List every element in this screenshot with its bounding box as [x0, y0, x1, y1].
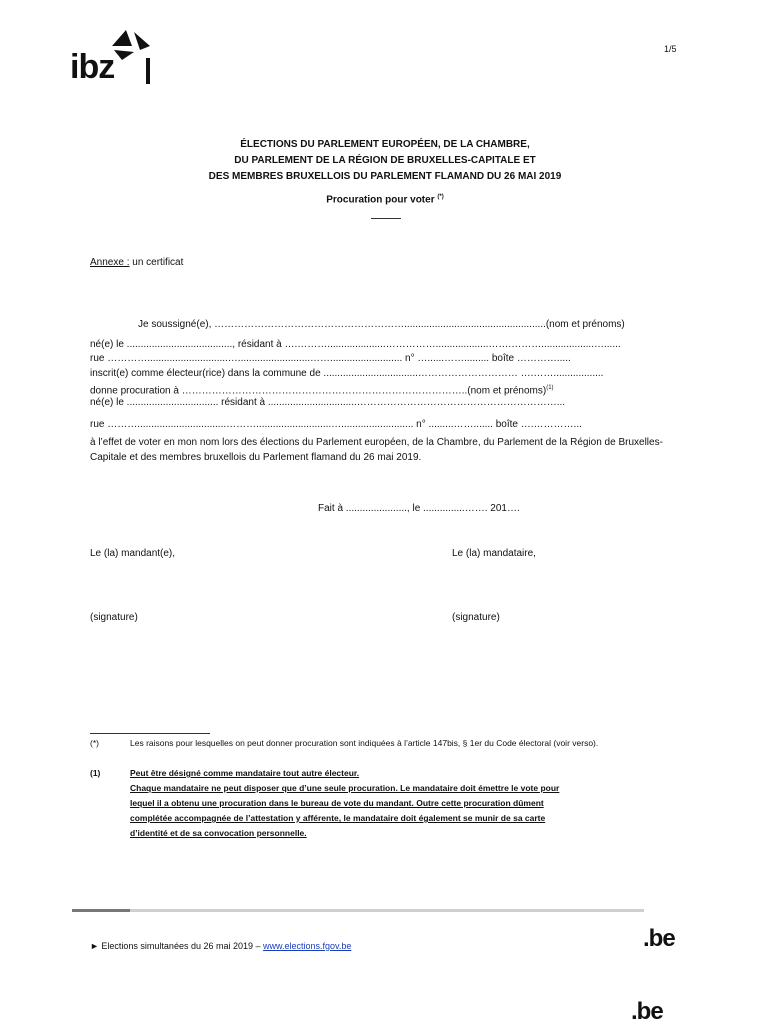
footer-note	[90, 941, 351, 951]
title-rule	[371, 218, 401, 219]
be-logo: .be	[643, 925, 675, 952]
form-line-proxy-name[interactable]	[90, 381, 690, 396]
proxy-name-text: donne procuration à …………………………………………………………………………..(nom et prénoms)	[90, 385, 547, 397]
page-number: 1/5	[664, 44, 677, 54]
footnote-2-line-5: d’identité et de sa convocation personnelle.	[130, 828, 307, 838]
annexe-value: un certificat	[129, 257, 184, 268]
subtitle-text: Procuration pour voter	[326, 194, 435, 206]
title-line-3: DES MEMBRES BRUXELLOIS DU PARLEMENT FLAMAND DU 26 MAI 2019	[208, 171, 562, 182]
title-line-2: DU PARLEMENT DE LA RÉGION DE BRUXELLES-CAPITALE ET	[234, 155, 536, 166]
form-line-commune[interactable]: inscrit(e) comme électeur(rice) dans la commune de ..................................………………………… ….……..................	[90, 367, 604, 379]
footnote-2-mark: (1)	[90, 768, 101, 778]
form-line-name[interactable]: Je soussigné(e), …………………………………………………...................................................(nom et prénoms)	[138, 319, 625, 330]
proxy-form	[90, 318, 690, 433]
mandant-signature[interactable]: (signature)	[90, 612, 138, 623]
mandant-label: Le (la) mandant(e),	[90, 548, 176, 559]
mandataire-label: Le (la) mandataire,	[452, 548, 536, 559]
footnote-rule	[90, 733, 210, 734]
document-title	[0, 137, 770, 185]
logo-mark-icon	[104, 28, 154, 88]
footer-divider	[72, 909, 644, 912]
footnote-1	[90, 736, 650, 751]
logo-text: ibz	[70, 48, 115, 86]
annexe-line	[90, 257, 183, 268]
ibz-logo	[70, 28, 152, 88]
footnote-2-text	[130, 766, 650, 841]
proxy-footnote-ref: (1)	[546, 385, 554, 391]
footer-prefix: ► Elections simultanées du 26 mai 2019 –	[90, 941, 264, 951]
annexe-label: Annexe :	[90, 257, 130, 268]
footnote-2-line-1: Peut être désigné comme mandataire tout autre électeur.	[130, 768, 360, 778]
footnote-2-line-4: complétée accompagnée de l’attestation y afférente, le mandataire doit également se munir de sa carte	[130, 813, 546, 823]
document-subtitle	[0, 194, 770, 205]
title-line-1: ÉLECTIONS DU PARLEMENT EUROPÉEN, DE LA CHAMBRE,	[240, 139, 530, 150]
footnote-1-mark: (*)	[90, 738, 99, 748]
subtitle-footnote-ref: (*)	[437, 194, 444, 200]
mandataire-signature[interactable]: (signature)	[452, 612, 500, 623]
footnote-1-text: Les raisons pour lesquelles on peut donner procuration sont indiquées à l’article 147bis, § 1er du Code électoral (voir verso).	[130, 738, 599, 748]
elections-link[interactable]: www.elections.fgov.be	[263, 941, 352, 951]
form-line-proxy-street[interactable]: rue ………................................………...........................….......................... n° .........……....... boîte ….…………...	[90, 419, 582, 430]
form-line-street[interactable]: rue ………….............................…..........................…….......................... n° …......……......... boîte ………….....	[90, 353, 571, 364]
footnote-2	[90, 766, 650, 841]
form-line-proxy-birth[interactable]: né(e) le ................................. résidant à ................................……………………………………………………...	[90, 396, 566, 408]
purpose-paragraph: à l’effet de voter en mon nom lors des élections du Parlement européen, de la Chambre, du Parlement de la Région de Bruxelles-Capitale et des membres bruxellois du Parlement flamand du 26 mai 2019.	[90, 437, 663, 463]
be-logo-bottom: .be	[631, 998, 663, 1025]
form-line-birth-residence[interactable]: né(e) le ......................................, résidant à ….……….....................……………...................…….………...................…......	[90, 338, 621, 350]
place-date-line[interactable]: Fait à ......................, le ...............……. 201….	[318, 503, 520, 514]
footnote-2-line-2: Chaque mandataire ne peut disposer que d’une seule procuration. Le mandataire doit émettre le vote pour	[130, 783, 560, 793]
footnote-2-line-3: lequel il a obtenu une procuration dans le bureau de vote du mandant. Outre cette procuration dûment	[130, 798, 544, 808]
